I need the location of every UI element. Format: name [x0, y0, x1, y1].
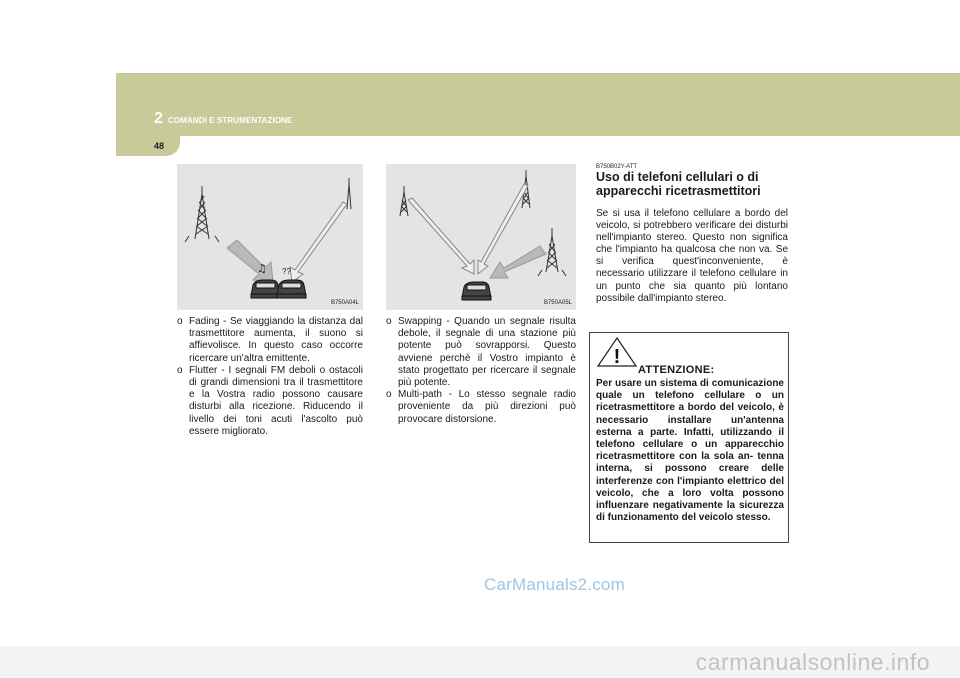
swapping-illustration: [386, 164, 576, 310]
bullet-text: Flutter - I segnali FM deboli o ostacoli di grandi dimensioni tra il trasmettitore e la Vostra radio possono causare disturbi alla ricezione. Riducendo il livello dei toni acuti l'ascolto può essere migliorato.: [189, 364, 363, 437]
list-item: [177, 365, 363, 438]
warning-title: ATTENZIONE:: [638, 364, 715, 376]
list-item: [177, 316, 363, 365]
warning-text: Per usare un sistema di comunicazione quale un telefono cellulare o un ricetrasmettitore a bordo del veicolo, è necessario installare un'antenna esterna a parte. Infatti, utilizzando il telefono cellulare o un apparecchio ricetrasmettitore con la sola an- tenna interna, si possono creare delle interferenze con l'impianto elettrico del veicolo, che a loro volta possono influenzare negativamente la sicurezza di funzionamento del veicolo stesso.: [596, 378, 784, 524]
chapter-number: 2: [154, 110, 163, 127]
car-icon: [251, 280, 280, 298]
figure-swapping-illustration: [386, 164, 576, 310]
car-icon: [277, 280, 306, 298]
figure-code: B750A04L: [330, 300, 359, 306]
warning-triangle-icon: [597, 337, 637, 367]
figure-code: B750A05L: [543, 300, 572, 306]
svg-text:♫: ♫: [257, 262, 267, 275]
radio-tower-icon: [400, 186, 408, 216]
swapping-multipath-list: [386, 316, 576, 426]
car-icon: [462, 282, 491, 300]
section-code: B750B02Y-ATT: [596, 164, 638, 170]
bullet-text: Multi-path - Lo stesso segnale radio proveniente da più direzioni può provocare distorsione.: [398, 389, 576, 425]
watermark-carmanuals2: CarManuals2.com: [484, 575, 625, 594]
warning-symbol: !: [613, 346, 621, 367]
page-number-tab: [116, 136, 180, 156]
list-item: [386, 389, 576, 426]
page-number: 48: [154, 141, 165, 151]
list-item: [386, 316, 576, 389]
fading-flutter-list: [177, 316, 363, 438]
question-mark-label: ??: [282, 267, 291, 276]
bullet-text: Swapping - Quando un segnale risulta debole, il segnale di una stazione più potente può sovrapporsi. Questo avviene perchè il Vostro impianto è stato progettato per ricercare il segnale più potente.: [398, 316, 576, 389]
bullet-mark: o: [386, 389, 392, 401]
chapter-title: COMANDI E STRUMENTAZIONE: [168, 116, 293, 125]
figure-fading-illustration: [177, 164, 363, 310]
bullet-mark: o: [177, 316, 183, 327]
bullet-mark: o: [177, 364, 183, 376]
bullet-text: Fading - Se viaggiando la distanza dal trasmettitore aumenta, il suono si affievolisce. In questo caso occorre ricercare un'altra emittente.: [189, 316, 363, 364]
warning-box: [589, 332, 789, 543]
header-band: [116, 73, 960, 136]
bullet-mark: o: [386, 316, 392, 327]
radio-tower-icon: [185, 186, 219, 242]
fading-illustration: [177, 164, 363, 310]
section-paragraph: Se si usa il telefono cellulare a bordo del veicolo, si potrebbero verificare dei disturbi nell'impianto stereo. Questo non significa che l'impianto ha qualcosa che non va. Se si verifica quest'inconveniente, è necessario utilizzare il telefono cellulare in un punto che sia quanto più lontano possibile dall'impianto stereo.: [596, 208, 788, 304]
section-heading: Uso di telefoni cellulari o di apparecchi ricetrasmettitori: [596, 170, 761, 198]
watermark-carmanualsonline: carmanualsonline.info: [695, 649, 930, 675]
